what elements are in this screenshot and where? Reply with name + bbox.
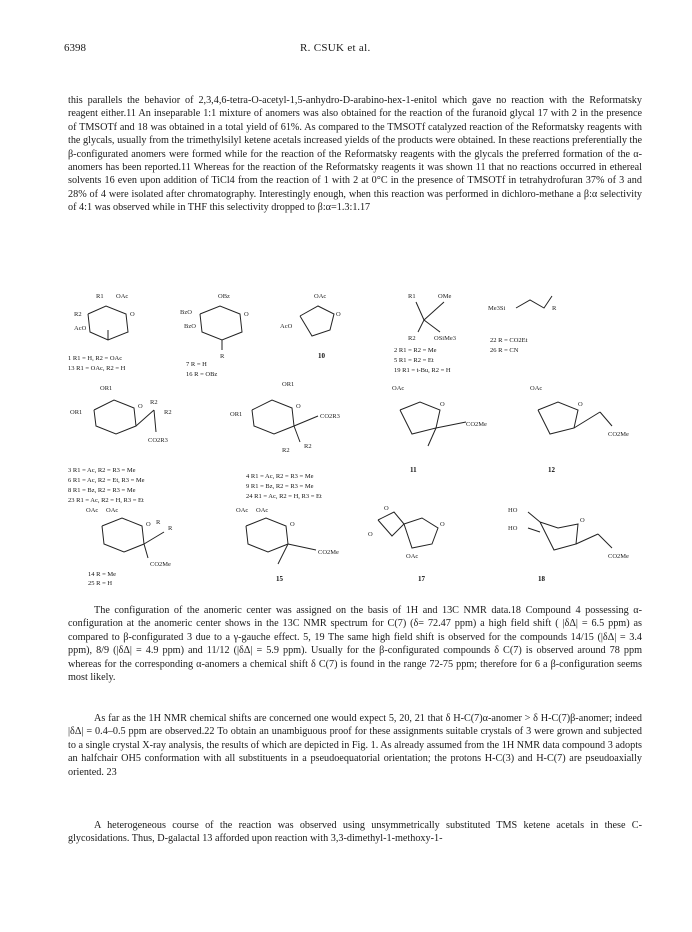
label-oac: OAc [530,385,543,392]
caption-5: 5 R1 = R2 = Et [394,357,434,364]
label-oac-2: OAc [256,507,269,514]
label-oac-2: OAc [106,507,119,514]
label-oac-1: OAc [236,507,249,514]
caption-18: 18 [538,575,545,583]
label-r2-b: R2 [164,409,172,416]
label-aco: AcO [280,323,293,330]
paragraph-2-text: The configuration of the anomeric center was assigned on the basis of 1H and 13C NMR data.18 Compound 4 possessing α-configuration at the anomeric center shows in the 13C NMR spectrum for C(7) (δ= 72.47 ppm) a high field shift ( |δΔ| = 6.5 ppm) as compared to β-configurated 3 due to a γ-gauche effect. 5, 19 The same high field shift is observed for the compounds 14/15 (|δΔ| = 3.4 ppm), 8/9 (|δΔ| = 4.9 ppm) and 11/12 (|δΔ| = 5.9 ppm). Usually for the β-configurated compounds δ C(7) is observed around 78 ppm whereas for the corresponding α-anomers a chemical shift δ C(7) is found in the range 72-75 ppm; therefore for 6 a β-configuration seems most likely. [68,605,642,684]
caption-26: 26 R = CN [490,347,519,354]
caption-25: 25 R = H [88,580,113,586]
caption-22: 22 R = CO2Et [490,337,528,344]
structure-4-9-24 [230,381,340,500]
label-bzo-1: BzO [180,309,192,316]
label-ho-1: HO [508,507,518,514]
label-or1-left: OR1 [70,409,83,416]
label-osime3: OSiMe3 [434,335,457,342]
label-oac: OAc [406,553,419,560]
structure-12 [530,385,629,474]
structure-1-13 [68,293,135,372]
paragraph-2 [68,604,642,684]
paragraph-3 [68,712,642,779]
label-co2r3: CO2R3 [320,413,340,420]
label-r2-b: R2 [304,443,312,450]
label-oac: OAc [392,385,405,392]
paragraph-1 [68,94,642,215]
label-r: R [552,305,557,312]
caption-6: 6 R1 = Ac, R2 = Et, R3 = Me [68,477,145,484]
label-ring-o: O [130,311,135,318]
paragraph-1-text: this parallels the behavior of 2,3,4,6-tetra-O-acetyl-1,5-anhydro-D-arabino-hex-1-enitol which gave no reaction with the Reformatsky reagent either.11 An inseparable 1:1 mixture of anomers was also obtained for the reaction of the furanoid glycal 17 with 2 in the presence of TMSOTf and 18 was obtained in a total yield of 61%. As compared to the TMSOTf catalyzed reaction of the Reformatsky reagents with the glycals, usually from the trimethylsilyl ketene acetals increased yields of the products were obtained. In these reactions preferentially the β-configurated anomers were formed while for the reaction of the Reformatsky reagents with the glycals the preferred formation of the α-anomers has been reported.11 Whereas for the reaction of the Reformatsky reagents it was shown 11 that no reactions occurred in ethereal solvents 16 even upon addition of TiCl4 from the reaction of 1 with 2 at 0°C in the presence of TMSOTf in tetrahydrofuran 37% of 3 and 28% of 4 were isolated after chromatography. Interestingly enough, when this reaction was performed in dichloro-methane a β:α selectivity of 4:1 was observed while in THF this selectivity dropped to β:α=1.3:1.17 [68,95,642,214]
caption-8: 8 R1 = Bz, R2 = R3 = Me [68,487,136,494]
label-o-1: O [384,505,389,512]
caption-24: 24 R1 = Ac, R2 = H, R3 = Et [246,493,322,500]
label-ring-o: O [580,517,585,524]
label-obz: OBz [218,293,230,300]
caption-3: 3 R1 = Ac, R2 = R3 = Me [68,467,136,474]
label-co2me: CO2Me [318,549,339,556]
label-aco: AcO [74,325,87,332]
caption-11: 11 [410,466,417,474]
label-r1: R1 [408,293,416,300]
caption-19: 19 R1 = t-Bu, R2 = H [394,367,451,374]
structure-11 [392,385,487,474]
caption-13: 13 R1 = OAc, R2 = H [68,365,126,372]
caption-9: 9 R1 = Bz, R2 = R3 = Me [246,483,314,490]
caption-7: 7 R = H [186,361,207,368]
label-r2-a: R2 [282,447,290,454]
label-ring-o: O [440,521,445,528]
caption-23: 23 R1 = Ac, R2 = H, R3 = Et [68,497,144,504]
label-ring-o: O [296,403,301,410]
label-o-2: O [368,531,373,538]
label-ome: OMe [438,293,452,300]
label-or1-left: OR1 [230,411,243,418]
structure-17 [368,505,445,583]
label-r: R [220,353,225,360]
label-ring-o: O [244,311,249,318]
caption-17: 17 [418,575,425,583]
structure-14-25 [86,507,173,586]
label-ring-o: O [146,521,151,528]
label-r2: R2 [74,311,82,318]
page-number: 6398 [64,42,86,54]
label-co2me: CO2Me [150,561,171,568]
structure-7-16 [180,293,249,378]
label-ring-o: O [290,521,295,528]
structure-3-6-8-23 [68,385,172,504]
structure-15 [236,507,339,583]
caption-15: 15 [276,575,283,583]
label-oac-1: OAc [86,507,99,514]
label-bzo-2: BzO [184,323,196,330]
label-r2-a: R2 [150,399,158,406]
paragraph-4-text: A heterogeneous course of the reaction was observed using unsymmetrically substituted TMS ketene acetals in these C-glycosidations. Thus, D-galactal 13 afforded upon reaction with 3,3-dimethyl-1-methoxy-1- [68,820,642,845]
paragraph-3-text: As far as the 1H NMR chemical shifts are concerned one would expect 5, 20, 21 that δ H-C(7)α-anomer > δ H-C(7)β-anomer; indeed |δΔ| = 0.4–0.5 ppm are observed.22 To obtain an unambiguous proof for these assignments suitable crystals of 3 were grown and subjected to a single crystal X-ray analysis, the results of which are depicted in Fig. 1. As already assumed from the 1H NMR data compound 3 adopts an halfchair OH5 conformation with all substituents in a pseudoequatorial orientation; the protons H-C(3) and H-C(7) are pseudoaxially oriented. 23 [68,713,642,778]
label-oac: OAc [116,293,129,300]
caption-16: 16 R = OBz [186,371,218,378]
structure-10 [280,293,341,360]
label-ho-2: HO [508,525,518,532]
structure-18 [508,507,629,583]
label-ring-o: O [440,401,445,408]
structure-2-5-19 [394,293,456,374]
label-co2me: CO2Me [608,553,629,560]
caption-12: 12 [548,466,555,474]
caption-10: 10 [318,352,325,360]
label-or1-top: OR1 [282,381,295,388]
caption-14: 14 R = Me [88,571,117,578]
label-ring-o: O [336,311,341,318]
structure-22-26 [488,296,557,354]
label-co2me: CO2Me [466,421,487,428]
label-co2r3: CO2R3 [148,437,168,444]
label-r-b: R [168,525,173,532]
label-r2: R2 [408,335,416,342]
running-header-authors: R. CSUK et al. [300,42,371,54]
caption-1: 1 R1 = H, R2 = OAc [68,355,123,362]
label-me3si: Me3Si [488,305,506,312]
label-co2me: CO2Me [608,431,629,438]
label-oac: OAc [314,293,327,300]
caption-4: 4 R1 = Ac, R2 = R3 = Me [246,473,314,480]
label-ring-o: O [578,401,583,408]
paragraph-4 [68,819,642,846]
label-ring-o: O [138,403,143,410]
chemical-structures-scheme [68,286,642,586]
structures-svg [68,286,642,586]
caption-2: 2 R1 = R2 = Me [394,347,437,354]
label-r-a: R [156,519,161,526]
label-or1-top: OR1 [100,385,113,392]
label-r1: R1 [96,293,104,300]
